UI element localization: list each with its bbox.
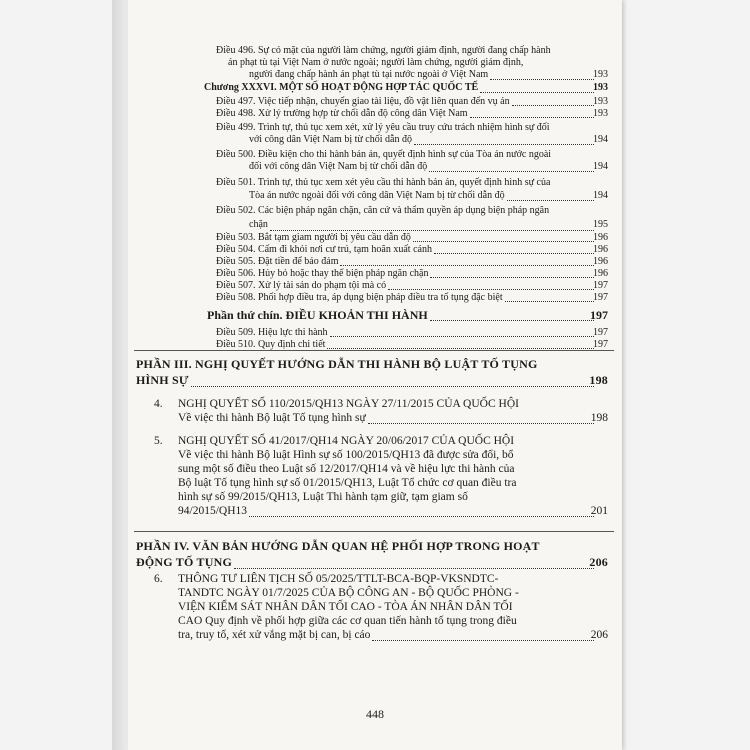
dot-leader bbox=[414, 144, 594, 145]
dot-leader bbox=[512, 105, 594, 106]
entry-page-number: 197 bbox=[593, 292, 608, 303]
entry-title-line: Về việc thi hành Bộ luật Tố tụng hình sự bbox=[178, 412, 366, 424]
dot-leader bbox=[327, 348, 594, 349]
dot-leader bbox=[480, 92, 594, 93]
entry-title-line: ĐỘNG TỐ TỤNG bbox=[136, 555, 232, 569]
entry-title-line: chặn bbox=[249, 219, 268, 230]
entry-title-line: TANDTC NGÀY 01/7/2025 CỦA BỘ CÔNG AN - BỘ QUỐC PHÒNG - bbox=[178, 587, 519, 599]
entry-page-number: 197 bbox=[593, 327, 608, 338]
entry-title-line: VIỆN KIỂM SÁT NHÂN DÂN TỐI CAO - TÒA ÁN NHÂN DÂN TỐI bbox=[178, 601, 513, 613]
entry-title-line: đối với công dân Việt Nam bị từ chối dẫn độ bbox=[249, 161, 428, 172]
entry-page-number: 201 bbox=[590, 505, 608, 517]
entry-title-line: Chương XXXVI. MỘT SỐ HOẠT ĐỘNG HỢP TÁC QUỐC TẾ bbox=[204, 82, 479, 93]
entry-number: 4. bbox=[154, 398, 163, 410]
dot-leader bbox=[340, 265, 594, 266]
entry-title-line: 94/2015/QH13 bbox=[178, 505, 247, 517]
entry-page-number: 193 bbox=[593, 69, 608, 80]
entry-title-line: Điều 510. Quy định chi tiết bbox=[216, 339, 326, 350]
entry-number: 6. bbox=[154, 573, 163, 585]
section-divider bbox=[134, 531, 614, 532]
entry-title-line: Điều 505. Đặt tiền để bảo đảm bbox=[216, 256, 339, 267]
entry-page-number: 206 bbox=[590, 629, 608, 641]
entry-title-line: Điều 506. Hủy bỏ hoặc thay thế biện pháp ngăn chặn bbox=[216, 268, 429, 279]
entry-page-number: 197 bbox=[593, 339, 608, 350]
dot-leader bbox=[490, 79, 594, 80]
entry-title-line: Điều 497. Việc tiếp nhận, chuyển giao tài liệu, đồ vật liên quan đến vụ án bbox=[216, 96, 510, 107]
entry-title-line: Điều 500. Điều kiện cho thi hành bản án, quyết định hình sự của Tòa án nước ngoài bbox=[216, 149, 552, 160]
entry-title-line: NGHỊ QUYẾT SỐ 110/2015/QH13 NGÀY 27/11/2015 CỦA QUỐC HỘI bbox=[178, 398, 519, 410]
dot-leader bbox=[470, 117, 594, 118]
entry-page-number: 193 bbox=[593, 108, 608, 119]
entry-title-line: sung một số điều theo Luật số 12/2017/QH14 và về hiệu lực thi hành của bbox=[178, 463, 515, 475]
entry-title-line: Điều 504. Cấm đi khỏi nơi cư trú, tạm hoãn xuất cảnh bbox=[216, 244, 432, 255]
dot-leader bbox=[270, 230, 594, 231]
dot-leader bbox=[372, 640, 594, 641]
entry-title-line: với công dân Việt Nam bị từ chối dẫn độ bbox=[249, 134, 412, 145]
dot-leader bbox=[191, 386, 594, 387]
entry-page-number: 196 bbox=[593, 268, 608, 279]
entry-title-line: PHẦN IV. VĂN BẢN HƯỚNG DẪN QUAN HỆ PHỐI HỢP TRONG HOẠT bbox=[136, 539, 540, 553]
entry-page-number: 206 bbox=[589, 555, 608, 569]
entry-page-number: 193 bbox=[593, 82, 608, 93]
entry-page-number: 194 bbox=[593, 161, 608, 172]
dot-leader bbox=[434, 253, 594, 254]
entry-number: 5. bbox=[154, 435, 163, 447]
section-divider bbox=[134, 350, 614, 351]
dot-leader bbox=[330, 336, 594, 337]
page-number: 448 bbox=[366, 707, 384, 721]
entry-title-line: Điều 503. Bắt tạm giam người bị yêu cầu dẫn độ bbox=[216, 232, 411, 243]
entry-title-line: Về việc thi hành Bộ luật Hình sự số 100/2015/QH13 đã được sửa đổi, bổ bbox=[178, 449, 514, 461]
entry-page-number: 198 bbox=[589, 373, 608, 387]
entry-title-line: Điều 502. Các biện pháp ngăn chặn, căn cứ và thẩm quyền áp dụng biện pháp ngăn bbox=[216, 205, 550, 216]
dot-leader bbox=[249, 516, 594, 517]
entry-title-line: Điều 509. Hiệu lực thi hành bbox=[216, 327, 328, 338]
dot-leader bbox=[430, 320, 594, 321]
dot-leader bbox=[368, 423, 594, 424]
entry-title-line: PHẦN III. NGHỊ QUYẾT HƯỚNG DẪN THI HÀNH BỘ LUẬT TỐ TỤNG bbox=[136, 357, 538, 371]
entry-page-number: 194 bbox=[593, 190, 608, 201]
entry-title-line: Điều 498. Xử lý trường hợp từ chối dẫn độ công dân Việt Nam bbox=[216, 108, 468, 119]
dot-leader bbox=[430, 277, 594, 278]
dot-leader bbox=[429, 171, 594, 172]
entry-title-line: Bộ luật Tố tụng hình sự số 01/2015/QH13, Luật Tổ chức cơ quan điều tra bbox=[178, 477, 517, 489]
entry-page-number: 196 bbox=[593, 232, 608, 243]
dot-leader bbox=[388, 289, 594, 290]
entry-title-line: CAO Quy định về phối hợp giữa các cơ quan tiến hành tố tụng trong điều bbox=[178, 615, 517, 627]
entry-page-number: 193 bbox=[593, 96, 608, 107]
entry-title-line: Điều 501. Trình tự, thủ tục xem xét yêu cầu thi hành bản án, quyết định hình sự của bbox=[216, 177, 551, 188]
entry-page-number: 196 bbox=[593, 244, 608, 255]
entry-title-line: Tòa án nước ngoài đối với công dân Việt Nam bị từ chối dẫn độ bbox=[249, 190, 505, 201]
entry-title-line: Điều 508. Phối hợp điều tra, áp dụng biện pháp điều tra tố tụng đặc biệt bbox=[216, 292, 503, 303]
entry-page-number: 197 bbox=[593, 280, 608, 291]
entry-page-number: 194 bbox=[593, 134, 608, 145]
entry-title-line: THÔNG TƯ LIÊN TỊCH SỐ 05/2025/TTLT-BCA-BQP-VKSNDTC- bbox=[178, 573, 499, 585]
entry-title-line: người đang chấp hành án phạt tù tại nước ngoài ở Việt Nam bbox=[249, 69, 489, 80]
entry-title-line: hình sự số 99/2015/QH13, Luật Thi hành tạm giữ, tạm giam số bbox=[178, 491, 468, 503]
dot-leader bbox=[507, 200, 594, 201]
entry-title-line: án phạt tù tại Việt Nam ở nước ngoài; người làm chứng, người giám định, bbox=[228, 57, 524, 68]
dot-leader bbox=[505, 301, 594, 302]
entry-page-number: 195 bbox=[593, 219, 608, 230]
dot-leader bbox=[413, 241, 594, 242]
entry-title-line: tra, truy tố, xét xử vắng mặt bị can, bị cáo bbox=[178, 629, 371, 641]
entry-page-number: 196 bbox=[593, 256, 608, 267]
entry-title-line: HÌNH SỰ bbox=[136, 373, 189, 387]
entry-title-line: NGHỊ QUYẾT SỐ 41/2017/QH14 NGÀY 20/06/2017 CỦA QUỐC HỘI bbox=[178, 435, 515, 447]
book-page bbox=[128, 0, 622, 750]
entry-title-line: Điều 499. Trình tự, thủ tục xem xét, xử lý yêu cầu truy cứu trách nhiệm hình sự đối bbox=[216, 122, 550, 133]
entry-page-number: 197 bbox=[590, 308, 608, 322]
entry-page-number: 198 bbox=[590, 412, 608, 424]
entry-title-line: Điều 496. Sự có mặt của người làm chứng, người giám định, người đang chấp hành bbox=[216, 45, 551, 56]
entry-title-line: Phần thứ chín. ĐIỀU KHOẢN THI HÀNH bbox=[207, 308, 428, 322]
dot-leader bbox=[234, 568, 594, 569]
entry-title-line: Điều 507. Xử lý tài sản do phạm tội mà có bbox=[216, 280, 387, 291]
